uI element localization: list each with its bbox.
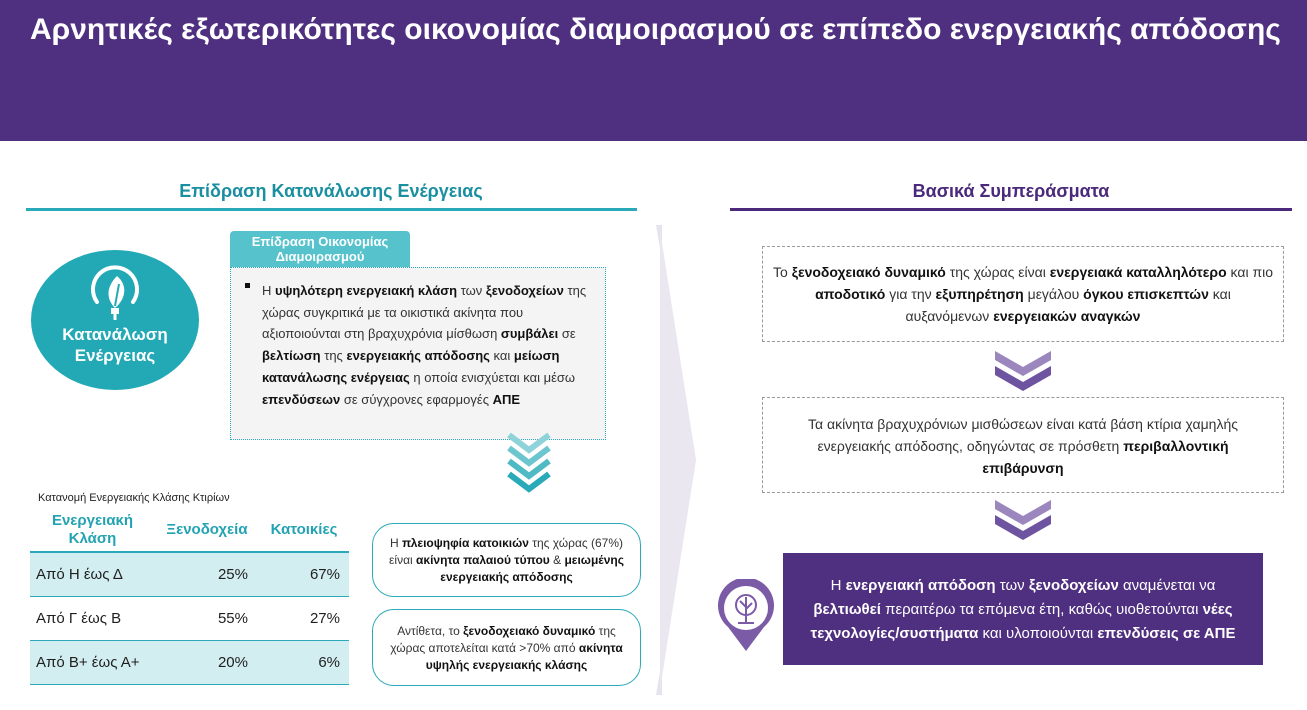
leaf-plug-icon xyxy=(85,262,145,322)
energy-impact-heading: Επίδραση Κατανάλωσης Ενέργειας xyxy=(179,181,483,201)
impact-tab-line2: Διαμοιρασμού xyxy=(275,249,365,264)
table-header-row xyxy=(30,507,349,553)
conclusion-emphasis: επενδύσεις σε ΑΠΕ xyxy=(1097,625,1236,642)
impact-text-part: σε σύγχρονες εφαρμογές xyxy=(340,391,493,407)
energy-consumption-label-line1: Κατανάλωση xyxy=(62,325,168,344)
conclusion-text-part: Το xyxy=(773,264,792,280)
note-text-part: Η xyxy=(389,536,402,550)
note-text-part: & xyxy=(549,553,565,567)
note-text-part: της χώρας (67%) είναι xyxy=(389,536,624,567)
chevron-down-icon xyxy=(995,500,1051,542)
key-conclusions-heading: Βασικά Συμπεράσματα xyxy=(912,181,1110,201)
row-energy-class: Από Γ έως Β xyxy=(36,610,122,627)
conclusion-text-part: της χώρας είναι xyxy=(945,264,1050,280)
table-row xyxy=(30,641,349,685)
conclusion-emphasis: ξενοδοχείων xyxy=(1028,577,1119,594)
conclusion-emphasis: περιβαλλοντική επιβάρυνση xyxy=(982,438,1229,476)
conclusion-emphasis: βελτιωθεί xyxy=(813,601,881,618)
note-text-part: της χώρας αποτελείται κατά >70% από xyxy=(390,624,616,655)
sharing-economy-impact-tab xyxy=(230,231,410,268)
note-emphasis: μειωμένης ενεργειακής απόδοσης xyxy=(440,553,624,584)
impact-emphasis: ενεργειακής απόδοσης xyxy=(346,348,490,364)
column-header-homes: Κατοικίες xyxy=(270,521,338,538)
chevron-down-icon xyxy=(995,351,1051,393)
conclusion-text-part: αναμένεται να xyxy=(1118,577,1216,594)
note-emphasis: ακίνητα υψηλής ενεργειακής κλάσης xyxy=(425,641,623,672)
impact-text-part: σε xyxy=(558,326,576,342)
conclusion-text-part: Τα ακίνητα βραχυχρόνιων μισθώσεων είναι κατά βάση κτίρια χαμηλής ενεργειακής απόδοσης, οδηγώντας σε πρόσθετη xyxy=(808,416,1238,454)
impact-emphasis: επενδύσεων xyxy=(262,391,341,407)
sharing-economy-impact-box xyxy=(230,267,606,440)
conclusion-text-part: και αυξανόμενων xyxy=(905,286,1231,324)
row-hotels-value: 20% xyxy=(217,654,248,671)
chevron-down-icon xyxy=(506,432,552,494)
note-emphasis: ξενοδοχειακό δυναμικό xyxy=(463,624,596,638)
energy-consumption-label xyxy=(31,324,199,366)
page-title: Αρνητικές εξωτερικότητες οικονομίας διαμοιρασμού σε επίπεδο ενεργειακής απόδοσης xyxy=(30,13,1281,46)
homes-note xyxy=(372,523,641,597)
column-header-energy-class-line2: Κλάση xyxy=(68,530,117,547)
conclusion-text-part: περαιτέρω τα επόμενα έτη, καθώς υιοθετούνται xyxy=(880,601,1203,618)
conclusion-emphasis: ενεργειακά καταλληλότερο xyxy=(1049,264,1227,280)
impact-emphasis: βελτίωση xyxy=(262,348,321,364)
hotels-note xyxy=(372,609,641,686)
impact-text-part: Η xyxy=(262,283,275,298)
row-hotels-value: 25% xyxy=(217,566,248,583)
impact-emphasis: συμβάλει xyxy=(500,326,559,342)
column-header-energy-class-line1: Ενεργειακή xyxy=(51,512,134,529)
impact-description xyxy=(262,280,592,410)
row-energy-class: Από Η έως Δ xyxy=(36,566,123,583)
conclusion-emphasis: εξυπηρέτηση xyxy=(935,286,1024,302)
conclusion-card-1 xyxy=(762,246,1284,342)
conclusion-emphasis: αποδοτικό xyxy=(815,286,886,302)
row-hotels-value: 55% xyxy=(217,610,248,627)
key-conclusions-divider xyxy=(730,208,1292,211)
table-row xyxy=(30,553,349,597)
conclusion-text-part: και πιο xyxy=(1226,264,1274,280)
column-header-energy-class xyxy=(30,512,155,548)
column-header-hotels: Ξενοδοχεία xyxy=(166,521,248,538)
impact-emphasis: ΑΠΕ xyxy=(492,391,521,407)
impact-text-part: της xyxy=(320,348,347,364)
energy-class-table xyxy=(30,507,349,685)
note-emphasis: πλειοψηφία κατοικιών xyxy=(401,536,529,550)
conclusion-text-part: μεγάλου xyxy=(1023,286,1084,302)
table-row xyxy=(30,597,349,641)
conclusion-emphasis: νέες τεχνολογίες/συστήματα xyxy=(810,601,1233,642)
row-homes-value: 27% xyxy=(309,610,340,627)
note-emphasis: ακίνητα παλαιού τύπου xyxy=(416,553,550,567)
bullet-icon xyxy=(245,283,250,288)
impact-text-part: των xyxy=(457,283,486,298)
tree-pin-icon xyxy=(716,579,776,653)
conclusion-emphasis: ξενοδοχειακό δυναμικό xyxy=(791,264,946,280)
section-divider-chevron xyxy=(656,225,698,695)
conclusion-card-3 xyxy=(783,553,1263,665)
row-homes-value: 6% xyxy=(318,654,340,671)
conclusion-text-part: Η xyxy=(830,577,846,594)
conclusion-card-2 xyxy=(762,397,1284,493)
conclusion-emphasis: όγκου επισκεπτών xyxy=(1083,286,1209,302)
energy-impact-divider xyxy=(26,208,637,211)
energy-class-table-caption: Κατανομή Ενεργειακής Κλάσης Κτιρίων xyxy=(38,492,230,504)
conclusion-emphasis: ενεργειακή απόδοση xyxy=(845,577,996,594)
impact-text-part: και xyxy=(489,348,514,364)
energy-consumption-label-line2: Ενέργειας xyxy=(74,346,156,365)
energy-consumption-badge xyxy=(31,250,199,390)
impact-text-part: η οποία ενισχύεται και μέσω xyxy=(409,369,576,385)
impact-emphasis: υψηλότερη ενεργειακή κλάση xyxy=(275,283,458,298)
note-text-part: Αντίθετα, το xyxy=(397,624,464,638)
conclusion-text-part: των xyxy=(995,577,1029,594)
row-energy-class: Από Β+ έως Α+ xyxy=(36,654,140,671)
row-homes-value: 67% xyxy=(309,566,340,583)
conclusion-emphasis: ενεργειακών αναγκών xyxy=(993,308,1141,324)
impact-text-part: της χώρας συγκριτικά με τα οικιστικά ακίνητα που αξιοποιούνται στη βραχυχρόνια μίσθωση xyxy=(262,283,587,342)
conclusion-text-part: για την xyxy=(885,286,936,302)
impact-emphasis: ξενοδοχείων xyxy=(485,283,564,298)
impact-emphasis: μείωση κατανάλωσης ενέργειας xyxy=(262,348,560,385)
impact-tab-line1: Επίδραση Οικονομίας xyxy=(251,234,389,249)
conclusion-text-part: και υλοποιούνται xyxy=(978,625,1098,642)
